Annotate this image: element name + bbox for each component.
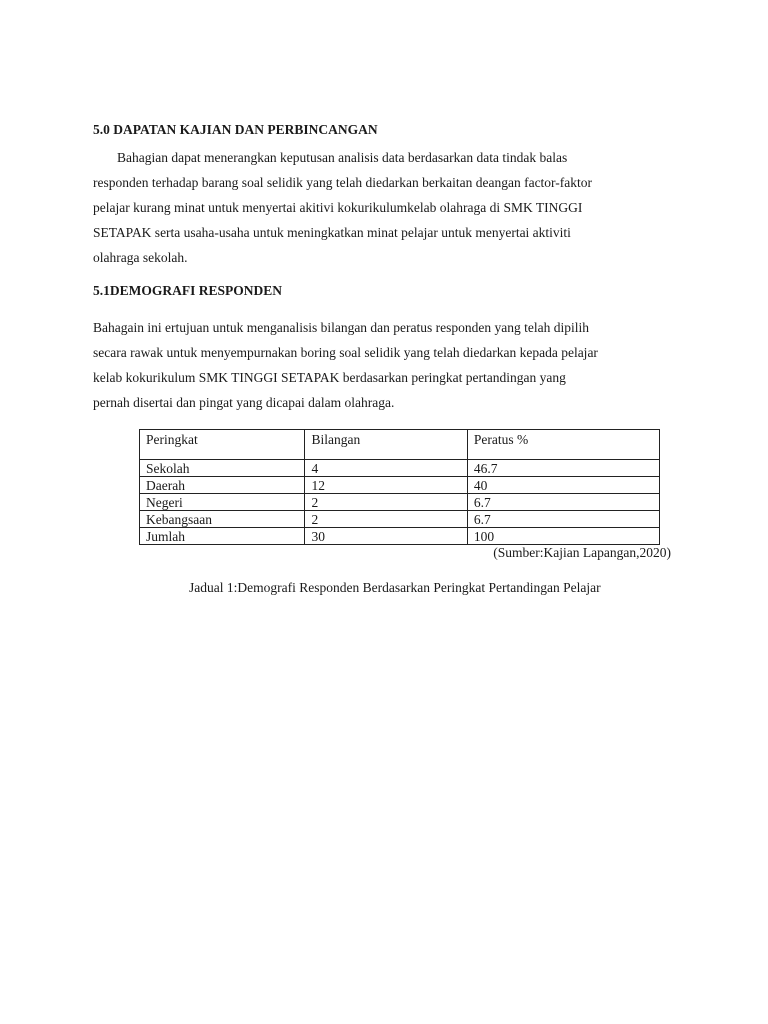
cell-peringkat: Daerah	[140, 477, 305, 494]
subsection-paragraph	[93, 315, 693, 415]
paragraph-line: olahraga sekolah.	[93, 250, 188, 265]
cell-bilangan: 2	[305, 511, 467, 528]
cell-peringkat: Jumlah	[140, 528, 305, 545]
demographics-table	[139, 429, 660, 545]
paragraph-line: Bahagain ini ertujuan untuk menganalisis bilangan dan peratus responden yang telah dipilih	[93, 320, 589, 335]
table-row	[140, 477, 660, 494]
section-paragraph	[93, 145, 693, 270]
cell-peratus: 46.7	[467, 460, 659, 477]
cell-bilangan: 12	[305, 477, 467, 494]
cell-bilangan: 4	[305, 460, 467, 477]
table-caption: Jadual 1:Demografi Responden Berdasarkan Peringkat Pertandingan Pelajar	[189, 580, 601, 595]
cell-bilangan: 2	[305, 494, 467, 511]
paragraph-line: responden terhadap barang soal selidik yang telah diedarkan berkaitan deangan factor-faktor	[93, 175, 593, 190]
paragraph-line: secara rawak untuk menyempurnakan boring soal selidik yang telah diedarkan kepada pelajar	[93, 345, 598, 360]
cell-bilangan: 30	[305, 528, 467, 545]
header-bilangan: Bilangan	[305, 430, 467, 460]
cell-peringkat: Sekolah	[140, 460, 305, 477]
paragraph-line: pernah disertai dan pingat yang dicapai dalam olahraga.	[93, 395, 395, 410]
subsection-heading: 5.1DEMOGRAFI RESPONDEN	[93, 283, 283, 298]
paragraph-line: pelajar kurang minat untuk menyertai akitivi kokurikulumkelab olahraga di SMK TINGGI	[93, 200, 583, 215]
table-header-row	[140, 430, 660, 460]
cell-peratus: 6.7	[467, 511, 659, 528]
cell-peringkat: Kebangsaan	[140, 511, 305, 528]
table-row	[140, 528, 660, 545]
table-row	[140, 511, 660, 528]
header-peratus: Peratus %	[467, 430, 659, 460]
paragraph-line: SETAPAK serta usaha-usaha untuk meningkatkan minat pelajar untuk menyertai aktiviti	[93, 225, 571, 240]
table-row	[140, 460, 660, 477]
header-peringkat: Peringkat	[140, 430, 305, 460]
paragraph-line: kelab kokurikulum SMK TINGGI SETAPAK berdasarkan peringkat pertandingan yang	[93, 370, 566, 385]
cell-peratus: 6.7	[467, 494, 659, 511]
table-source: (Sumber:Kajian Lapangan,2020)	[493, 545, 671, 560]
section-heading: 5.0 DAPATAN KAJIAN DAN PERBINCANGAN	[93, 122, 378, 137]
cell-peringkat: Negeri	[140, 494, 305, 511]
cell-peratus: 100	[467, 528, 659, 545]
paragraph-line: Bahagian dapat menerangkan keputusan analisis data berdasarkan data tindak balas	[117, 150, 568, 165]
cell-peratus: 40	[467, 477, 659, 494]
table-row	[140, 494, 660, 511]
